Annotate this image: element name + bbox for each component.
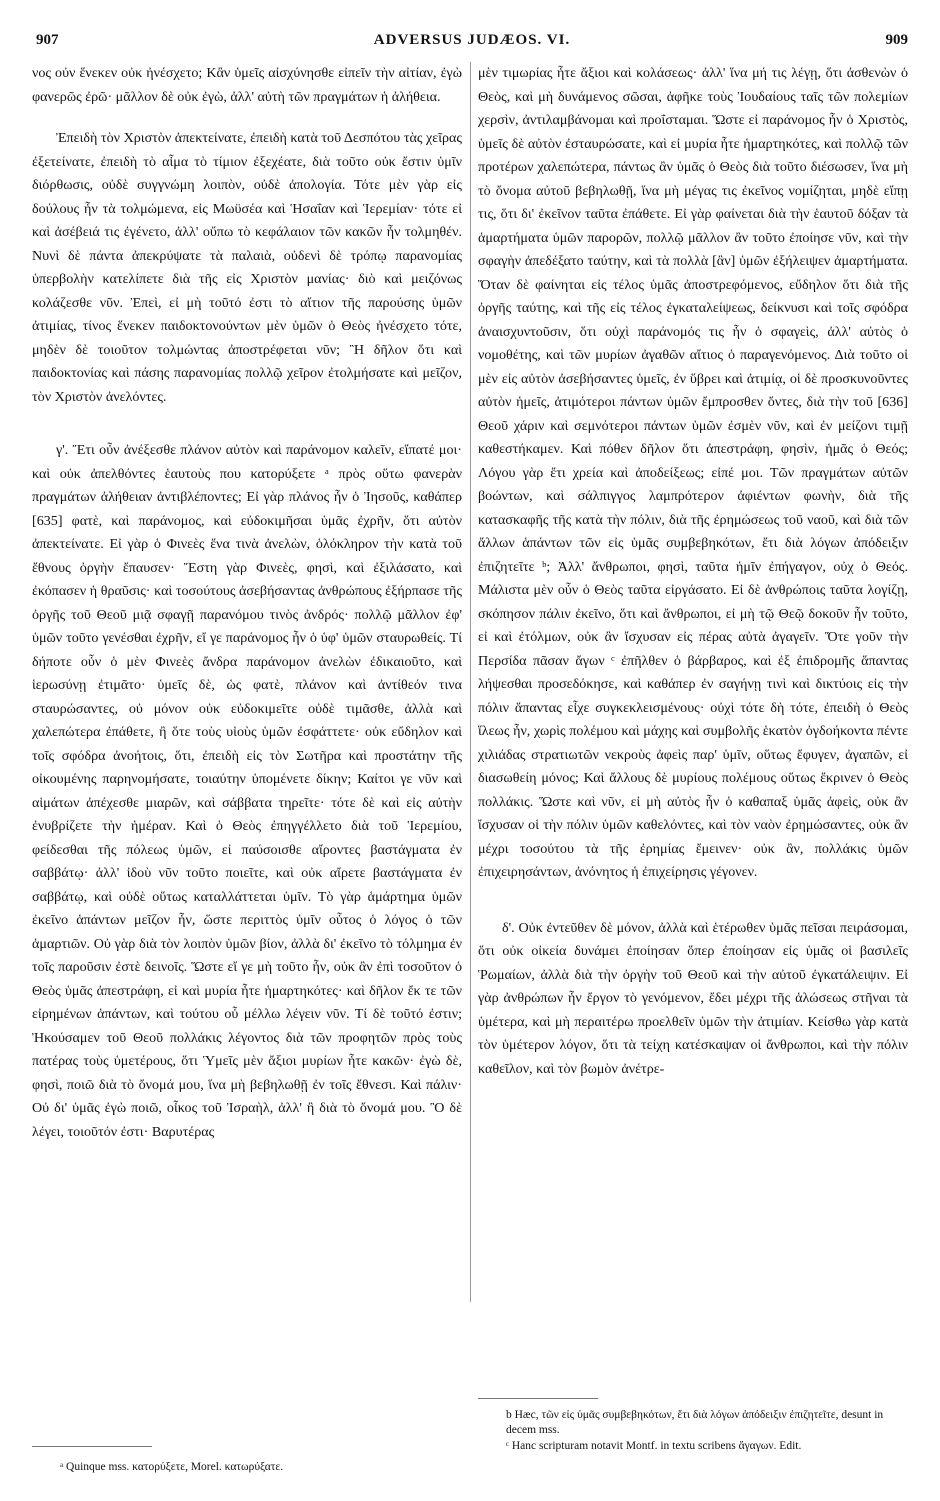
left-paragraph-1: νος οὐν ἕνεκεν οὐκ ἠνέσχετο; Κἂν ὑμεῖς αἰσχύνησθε εἰπεῖν τὴν αἰτίαν, ἐγὼ φανερῶς ἐρῶ· μᾶλλον δὲ οὐκ ἐγὼ, ἀλλ' αὐτὴ τῶν πραγμάτων ἡ ἀλήθεια.	[32, 65, 462, 105]
page-number-left: 907	[36, 32, 59, 48]
right-paragraph-2: δ'. Οὐκ ἐντεῦθεν δὲ μόνον, ἀλλὰ καὶ ἑτέρωθεν ὑμᾶς πεῖσαι πειράσομαι, ὅτι οὐκ οἰκεία δυνάμει ἐποίησαν ὅπερ ἐποίησαν εἰς ὑμᾶς οἱ βασιλεῖς Ῥωμαίων, ἀλλὰ διὰ τὴν ὀργὴν τοῦ Θεοῦ καὶ τὴν αὐτοῦ ἐγκατάλειψιν. Εἰ γὰρ ἀνθρώπων ἦν ἔργον τὸ γενόμενον, ἔδει μέχρι τῆς ἁλώσεως στῆναι τὰ ὑμέτερα, καὶ μὴ περαιτέρω προελθεῖν ὑμῶν τὴν ἀτιμίαν. Κείσθω γὰρ κατὰ τὸν ὑμέτερον λόγον, ὅτι τὰ τείχη κατέσκαψαν οἱ ἄνθρωποι, καὶ τὴν πόλιν καθεῖλον, καὶ τὸν βωμὸν ἀνέτρε-	[478, 919, 908, 1077]
footnote-a: ᵃ Quinque mss. κατορύξετε, Morel. κατωρύξατε.	[60, 1461, 284, 1473]
page-number-right: 909	[885, 32, 908, 48]
footnote-rule-right	[478, 1398, 598, 1399]
footnote-rule-left	[32, 1446, 152, 1447]
left-column	[32, 62, 462, 1144]
running-title: ADVERSUS JUDÆOS. VI.	[373, 32, 571, 48]
left-paragraph-3: γ'. Ἔτι οὖν ἀνέξεσθε πλάνον αὐτὸν καὶ παράνομον καλεῖν, εἴπατέ μοι· καὶ οὐκ ἀπελθόντες ἑαυτοὺς που κατορύξετε ᵃ πρὸς οὕτω φανερὰν πραγμάτων ἀλήθειαν ἀντιβλέποντες; Εἰ γὰρ πλάνος ἦν ὁ Ἰησοῦς, καθάπερ [635] φατὲ, καὶ παράνομος, καὶ εὐδοκιμῆσαι ὑμᾶς ἐχρῆν, ὅτι αὐτὸν ἀπεκτείνατε. Εἰ γὰρ ὁ Φινεὲς ἕνα τινὰ ἀνελὼν, ὁλόκληρον τὴν κατὰ τοῦ ἔθνους ὀργὴν ἔπαυσεν· Ἔστη γὰρ Φινεὲς, φησὶ, καὶ ἐξιλάσατο, καὶ ἐκόπασεν ἡ θραῦσις· καὶ τοσούτους ἀσεβήσαντας ἀνθρώπους ἐξήρπασε τῆς ὀργῆς τοῦ Θεοῦ μιᾷ σφαγῇ παρανόμου τινὸς ἀνδρός· πολλῷ μᾶλλον ἐφ' ὑμῶν τοῦτο γενέσθαι ἐχρῆν, εἴ γε παράνομος ἦν ὁ ὑφ' ὑμῶν σταυρωθείς. Τί δήποτε οὖν ὁ μὲν Φινεὲς ἄνδρα παράνομον ἀνελὼν ἐδικαιοῦτο, καὶ ἱερωσύνῃ ἐτιμᾶτο· ὑμεῖς δὲ, ὡς φατὲ, πλάνον καὶ ἀντίθεόν τινα σταυρώσαντες, οὐ μόνον οὐκ εὐδοκιμεῖτε οὐδὲ τιμᾶσθε, ἀλλὰ καὶ χαλεπώτερα ἐπάθετε, ἢ ὅτε τοὺς υἱοὺς ὑμῶν ἐσφάττετε· οὐκ εὔδηλον καὶ τοῖς σφόδρα ἀνοήτοις, ὅτι, ἐπειδὴ εἰς τὸν Σωτῆρα καὶ προστάτην τῆς οἰκουμένης παρηνομήσατε, τοιαύτην ὑπομένετε δίκην; Καίτοι γε νῦν καὶ αἱμάτων ἀπέχεσθε μιαρῶν, καὶ σάββατα τηρεῖτε· τότε δὲ καὶ εἰς αὐτὴν ἐνυβρίζετε τὴν ἡμέραν. Καὶ ὁ Θεὸς ἐπηγγέλλετο διὰ τοῦ Ἱερεμίου, φείδεσθαι τῆς πόλεως ὑμῶν, εἰ παύσοισθε αἴροντες βαστάγματα ἐν σαββάτῳ· ἀλλ' ἰδοὺ νῦν τοῦτο ποιεῖτε, καὶ οὐκ αἴρετε βαστάγματα ἐν σαββάτῳ, καὶ οὐδὲ οὕτως καταλλάττεται ὑμῖν. Τὸ γὰρ ἁμάρτημα ὑμῶν ἐκεῖνο ἁπάντων μεῖζον ἦν, ὥστε περιττὸς ὑμῖν οὗτος ὁ λόγος ὁ τῶν ἁμαρτιῶν. Οὐ γὰρ διὰ τὸν λοιπὸν ὑμῶν βίον, ἀλλὰ δι' ἐκεῖνο τὸ τόλμημα ἐν τοῖς παροῦσιν ἐστὲ δεινοῖς. Ὥστε εἴ γε μὴ τοῦτο ἦν, οὐκ ἂν ἐπὶ τοσοῦτον ὁ Θεὸς ὑμᾶς ἀπεστράφη, εἰ καὶ μυρία ἦτε ἡμαρτηκότες· καὶ δῆλον ἔκ τε τῶν εἰρημένων ἁπάντων, καὶ τούτου οὗ μέλλω λέγειν νῦν. Τί δὲ τοῦτό ἐστιν; Ἠκούσαμεν τοῦ Θεοῦ πολλάκις λέγοντος διὰ τῶν προφητῶν πρὸς τοὺς πατέρας τοὺς ὑμετέρους, ὅτι Ὑμεῖς μὲν ἄξιοι μυρίων ἦτε κακῶν· ἐγὼ δὲ, φησὶ, ποιῶ διὰ τὸ ὄνομά μου, ἵνα μὴ βεβηλωθῇ ἐν τοῖς ἔθνεσι. Καὶ πάλιν· Οὐ δι' ὑμᾶς ἐγὼ ποιῶ, οἶκος τοῦ Ἰσραὴλ, ἀλλ' ἢ διὰ τὸ ὄνομά μου. Ὃ δὲ λέγει, τοιοῦτόν ἐστι· Βαρυτέρας	[32, 442, 462, 1140]
footnote-b: b Hæc, τῶν εἰς ὑμᾶς συμβεβηκότων, ἔτι διὰ λόγων ἀπόδειξιν ἐπιζητεῖτε, desunt in decem mss.	[506, 1409, 884, 1436]
right-paragraph-1: μὲν τιμωρίας ἦτε ἄξιοι καὶ κολάσεως· ἀλλ' ἵνα μή τις λέγῃ, ὅτι ἀσθενὼν ὁ Θεὸς, καὶ μὴ δυνάμενος σῶσαι, ἀφῆκε τοὺς Ἰουδαίους ταῖς τῶν πολεμίων χερσὶν, ἀντιλαμβάνομαι καὶ προΐσταμαι. Ὥστε εἰ παράνομος ἦν ὁ Χριστὸς, ὑμεῖς δὲ αὐτὸν ἐσταυρώσατε, καὶ εἰ μυρία ἦτε ἡμαρτηκότες, καὶ πολλῷ τῶν προτέρων χαλεπώτερα, πάντως ἂν ὑμᾶς ὁ Θεὸς διὰ τοῦτο διέσωσεν, ἵνα μὴ τὸ ὄνομα αὐτοῦ βεβηλωθῇ, ἵνα μὴ μέγας τις ἐκεῖνος νομίζηται, μηδὲ εἴπῃ τις, ὅτι δι' ἐκεῖνον ταῦτα ἐπάθετε. Εἰ γὰρ φαίνεται διὰ τὴν ἑαυτοῦ δόξαν τὰ ἁμαρτήματα ὑμῶν παρορῶν, πολλῷ μᾶλλον ἂν τοῦτο ἐποίησε νῦν, καὶ τὴν σφαγὴν ἀπεδέξατο ταύτην, καὶ τὰ πολλὰ [ἂν] ὑμῶν ἐξήλειψεν ἁμαρτήματα. Ὅταν δὲ φαίνηται εἰς τέλος ὑμᾶς ἀποστρεφόμενος, εὔδηλον ὅτι διὰ τῆς ὀργῆς ταύτης, καὶ τῆς εἰς τέλος ἐγκαταλείψεως, δείκνυσι καὶ τοῖς σφόδρα ἀναισχυντοῦσιν, ὅτι οὐχὶ παράνομός τις ἦν ὁ σφαγεὶς, ἀλλ' αὐτὸς ὁ νομοθέτης, καὶ τῶν μυρίων ἀγαθῶν αἴτιος ὁ παραγενόμενος. Διὰ τοῦτο οἱ μὲν εἰς αὐτὸν ἀσεβήσαντες ὑμεῖς, ἐν ὕβρει καὶ ἀτιμίᾳ, οἱ δὲ προσκυνοῦντες αὐτὸν ἡμεῖς, ἀτιμότεροι πάντων ὑμῶν ἔμπροσθεν ὄντες, διὰ τὴν τοῦ [636] Θεοῦ χάριν καὶ σεμνότεροι πάντων ὑμῶν ἐσμὲν νῦν, καὶ ἐν μείζονι τιμῇ καθεστήκαμεν. Καὶ πόθεν δῆλον ὅτι ἀπεστράφη, φησὶν, ἡμᾶς ὁ Θεός; Λόγου γὰρ ἔτι χρεία καὶ ἀποδείξεως; εἰπέ μοι. Τῶν πραγμάτων αὐτῶν βοώντων, καὶ σάλπιγγος λαμπρότερον ἀφιέντων φωνὴν, διὰ τῆς κατασκαφῆς τῆς κατὰ τὴν πόλιν, διὰ τῆς ἐρημώσεως τοῦ ναοῦ, καὶ διὰ τῶν ἄλλων ἁπάντων τῶν εἰς ὑμᾶς συμβεβηκότων, ἔτι διὰ λόγων ἀπόδειξιν ἐπιζητεῖτε ᵇ; Ἀλλ' ἄνθρωποι, φησὶ, ταῦτα ἡμῖν ἐπήγαγον, οὐχ ὁ Θεός. Μάλιστα μὲν οὖν ὁ Θεὸς ταῦτα εἰργάσατο. Εἰ δὲ ἀνθρώποις ταῦτα λογίζῃ, σκόπησον πάλιν ἐκεῖνο, ὅτι καὶ ἄνθρωποι, εἰ μὴ τῷ Θεῷ δοκοῦν ἦν τοῦτο, εἰ καὶ ἐτόλμων, οὐκ ἂν ἴσχυσαν εἰς πέρας αὐτὰ ἀγαγεῖν. Ὅτε γοῦν τὴν Περσίδα πᾶσαν ἄγων ᶜ ἐπῆλθεν ὁ βάρβαρος, καὶ ἐξ ἐπιδρομῆς ἅπαντας λήψεσθαι προσεδόκησε, καὶ καθάπερ ἐν σαγήνῃ τινὶ καὶ δικτύοις εἰς τὴν πόλιν ἅπαντας εἶχε συγκεκλεισμένους· οὐχὶ τότε δὴ τότε, ἐπειδὴ ὁ Θεὸς ἵλεως ἦν, χωρὶς πολέμου καὶ μάχης καὶ συμβολῆς ἑκατὸν ὀγδοήκοντα πέντε χιλιάδας στρατιωτῶν νεκροὺς ἀφεὶς παρ' ὑμῖν, οὕτως ἔφυγεν, ἀγαπῶν, εἰ διασωθείη μόνος; Καὶ ἄλλους δὲ μυρίους πολέμους οὕτως ἔκρινεν ὁ Θεὸς πολλάκις. Ὥστε καὶ νῦν, εἰ μὴ αὐτὸς ἦν ὁ καθαπαξ ὑμᾶς ἀφεὶς, οὐκ ἂν ἴσχυσαν οἱ τὴν πόλιν ὑμῶν καθελόντες, καὶ τὸν ναὸν ἐρημώσαντες, οὐκ ἂν μέχρι τοσούτου τὰ τῆς ἐρημίας ἔμεινεν· οὐκ ἂν, πολλάκις ὑμῶν ἐπιχειρησάντων, ἀνόνητος ἡ ἐπιχείρησις γέγονεν.	[478, 65, 908, 880]
footnote-c: ᶜ Hanc scripturam notavit Montf. in textu scribens ἄγαγων. Edit.	[506, 1440, 802, 1452]
page-header	[36, 32, 908, 56]
column-rule	[470, 62, 471, 1302]
right-column	[478, 62, 908, 1081]
left-paragraph-2: Ἐπειδὴ τὸν Χριστὸν ἀπεκτείνατε, ἐπειδὴ κατὰ τοῦ Δεσπότου τὰς χεῖρας ἐξετείνατε, ἐπειδὴ τὸ αἷμα τὸ τίμιον ἐξεχέατε, διὰ τοῦτο οὐκ ἔστιν ὑμῖν διόρθωσις, οὐδὲ συγγνώμη λοιπὸν, οὐδὲ ἀπολογία. Τότε μὲν γὰρ εἰς δούλους ἦν τὰ τολμώμενα, εἰς Μωϋσέα καὶ Ἡσαΐαν καὶ Ἱερεμίαν· τότε εἰ καὶ ἀσέβειά τις ἐγένετο, ἀλλ' οὔπω τὸ κεφάλαιον τῶν κακῶν ἦν τολμηθέν. Νυνὶ δὲ πάντα ἀπεκρύψατε τὰ παλαιὰ, οὐδενὶ δὲ τρόπῳ παρανομίας ὑπερβολὴν κατελίπετε διὰ τῆς εἰς Χριστὸν μανίας· διὸ καὶ μειζόνως κολάζεσθε νῦν. Ἐπεὶ, εἰ μὴ τοῦτό ἐστι τὸ αἴτιον τῆς παρούσης ὑμῶν ἀτιμίας, τίνος ἕνεκεν παιδοκτονούντων μὲν ὑμῶν ὁ Θεὸς ἠνέσχετο τότε, μηδὲν δὲ τοιοῦτον τολμώντας ἀποστρέφεται νῦν; Ἢ δῆλον ὅτι καὶ παιδοκτονίας καὶ πάσης παρανομίας πολλῷ χεῖρον ἐτολμήσατε καὶ μεῖζον, τὸν Χριστὸν ἀνελόντες.	[32, 130, 462, 405]
footnotes-right	[506, 1408, 906, 1455]
footnotes-left	[60, 1460, 440, 1476]
